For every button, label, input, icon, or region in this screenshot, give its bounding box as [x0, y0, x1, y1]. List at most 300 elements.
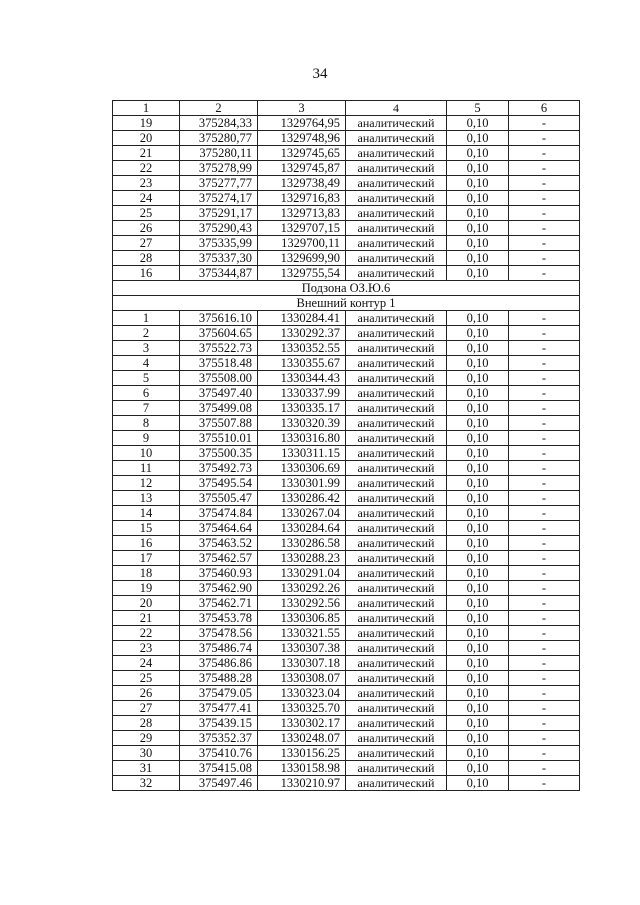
cell-col4: аналитический: [346, 386, 447, 401]
cell-col1: 8: [113, 416, 180, 431]
cell-col5: 0,10: [447, 311, 509, 326]
cell-col5: 0,10: [447, 491, 509, 506]
cell-col1: 27: [113, 236, 180, 251]
cell-col4: аналитический: [346, 536, 447, 551]
cell-col1: 9: [113, 431, 180, 446]
cell-col4: аналитический: [346, 461, 447, 476]
cell-col1: 15: [113, 521, 180, 536]
cell-col6: -: [509, 746, 580, 761]
table-row: [113, 656, 580, 671]
cell-col5: 0,10: [447, 461, 509, 476]
cell-col5: 0,10: [447, 626, 509, 641]
cell-col5: 0,10: [447, 236, 509, 251]
cell-col5: 0,10: [447, 671, 509, 686]
table-row: [113, 671, 580, 686]
cell-col4: аналитический: [346, 491, 447, 506]
cell-col6: -: [509, 371, 580, 386]
cell-col5: 0,10: [447, 356, 509, 371]
cell-col2: 375462.71: [180, 596, 258, 611]
table-row: [113, 326, 580, 341]
cell-col5: 0,10: [447, 656, 509, 671]
cell-col1: 25: [113, 206, 180, 221]
cell-col3: 3: [258, 101, 346, 116]
cell-col6: -: [509, 581, 580, 596]
cell-col2: 375508.00: [180, 371, 258, 386]
cell-col2: 375499.08: [180, 401, 258, 416]
cell-col1: 10: [113, 446, 180, 461]
cell-col5: 0,10: [447, 566, 509, 581]
cell-col3: 1330325.70: [258, 701, 346, 716]
cell-col2: 375616.10: [180, 311, 258, 326]
cell-col5: 0,10: [447, 446, 509, 461]
table-row: [113, 431, 580, 446]
cell-col6: -: [509, 776, 580, 791]
cell-col1: 13: [113, 491, 180, 506]
cell-col3: 1329699,90: [258, 251, 346, 266]
section-title-row: [113, 281, 580, 296]
cell-col2: 375507.88: [180, 416, 258, 431]
cell-col1: 11: [113, 461, 180, 476]
cell-col1: 18: [113, 566, 180, 581]
cell-col6: -: [509, 266, 580, 281]
cell-col6: -: [509, 161, 580, 176]
cell-col4: аналитический: [346, 761, 447, 776]
cell-col4: аналитический: [346, 236, 447, 251]
cell-col2: 375278,99: [180, 161, 258, 176]
cell-col3: 1329755,54: [258, 266, 346, 281]
table-row: [113, 641, 580, 656]
cell-col3: 1330307.18: [258, 656, 346, 671]
cell-col4: аналитический: [346, 341, 447, 356]
cell-col3: 1330292.56: [258, 596, 346, 611]
cell-col5: 0,10: [447, 221, 509, 236]
cell-col5: 0,10: [447, 581, 509, 596]
table-row: [113, 686, 580, 701]
cell-col4: аналитический: [346, 731, 447, 746]
table-row: [113, 731, 580, 746]
cell-col1: 26: [113, 221, 180, 236]
cell-col4: аналитический: [346, 116, 447, 131]
table-row: [113, 746, 580, 761]
cell-col2: 375604.65: [180, 326, 258, 341]
cell-col2: 375492.73: [180, 461, 258, 476]
cell-col6: -: [509, 431, 580, 446]
cell-col2: 375518.48: [180, 356, 258, 371]
table-row: [113, 236, 580, 251]
subsection-title-row: [113, 296, 580, 311]
cell-col3: 1330284.64: [258, 521, 346, 536]
cell-col1: 7: [113, 401, 180, 416]
cell-col3: 1329745,65: [258, 146, 346, 161]
table-row: [113, 146, 580, 161]
cell-col6: -: [509, 221, 580, 236]
cell-col2: 375335,99: [180, 236, 258, 251]
cell-col2: 375439.15: [180, 716, 258, 731]
cell-col6: -: [509, 536, 580, 551]
cell-col5: 0,10: [447, 341, 509, 356]
cell-col3: 1330320.39: [258, 416, 346, 431]
table-row: [113, 506, 580, 521]
cell-col2: 375497.40: [180, 386, 258, 401]
cell-col1: 23: [113, 641, 180, 656]
cell-col4: аналитический: [346, 476, 447, 491]
cell-col3: 1330286.58: [258, 536, 346, 551]
cell-col2: 375344,87: [180, 266, 258, 281]
cell-col4: аналитический: [346, 656, 447, 671]
cell-col5: 0,10: [447, 716, 509, 731]
cell-col1: 27: [113, 701, 180, 716]
table-row: [113, 206, 580, 221]
table-row: [113, 311, 580, 326]
cell-col2: 375510.01: [180, 431, 258, 446]
cell-col3: 1330352.55: [258, 341, 346, 356]
cell-col3: 1329764,95: [258, 116, 346, 131]
cell-col3: 1330344.43: [258, 371, 346, 386]
cell-col5: 0,10: [447, 521, 509, 536]
cell-col4: аналитический: [346, 146, 447, 161]
cell-col5: 0,10: [447, 506, 509, 521]
section-title-row-text: Подзона ОЗ.Ю.6: [113, 281, 580, 296]
cell-col1: 3: [113, 341, 180, 356]
cell-col1: 22: [113, 626, 180, 641]
cell-col1: 22: [113, 161, 180, 176]
cell-col3: 1329713,83: [258, 206, 346, 221]
cell-col5: 0,10: [447, 146, 509, 161]
table-row: [113, 251, 580, 266]
table-row: [113, 386, 580, 401]
cell-col6: -: [509, 566, 580, 581]
cell-col1: 19: [113, 116, 180, 131]
cell-col6: -: [509, 386, 580, 401]
cell-col2: 375352.37: [180, 731, 258, 746]
table-header-row: [113, 101, 580, 116]
table-row: [113, 401, 580, 416]
cell-col6: -: [509, 716, 580, 731]
cell-col1: 20: [113, 596, 180, 611]
table-row: [113, 131, 580, 146]
table-row: [113, 176, 580, 191]
cell-col1: 2: [113, 326, 180, 341]
cell-col1: 28: [113, 716, 180, 731]
cell-col5: 0,10: [447, 326, 509, 341]
table-row: [113, 446, 580, 461]
cell-col2: 375486.74: [180, 641, 258, 656]
cell-col6: -: [509, 551, 580, 566]
cell-col1: 16: [113, 536, 180, 551]
cell-col3: 1330308.07: [258, 671, 346, 686]
cell-col5: 0,10: [447, 386, 509, 401]
cell-col3: 1329748,96: [258, 131, 346, 146]
cell-col6: -: [509, 701, 580, 716]
cell-col1: 28: [113, 251, 180, 266]
cell-col3: 1330286.42: [258, 491, 346, 506]
cell-col6: -: [509, 311, 580, 326]
cell-col6: -: [509, 611, 580, 626]
cell-col5: 0,10: [447, 116, 509, 131]
table-row: [113, 551, 580, 566]
cell-col2: 375474.84: [180, 506, 258, 521]
cell-col2: 375280,77: [180, 131, 258, 146]
cell-col5: 0,10: [447, 551, 509, 566]
cell-col5: 0,10: [447, 401, 509, 416]
cell-col4: аналитический: [346, 326, 447, 341]
cell-col3: 1330288.23: [258, 551, 346, 566]
cell-col5: 0,10: [447, 761, 509, 776]
cell-col5: 0,10: [447, 596, 509, 611]
cell-col5: 5: [447, 101, 509, 116]
cell-col2: 2: [180, 101, 258, 116]
cell-col3: 1330210.97: [258, 776, 346, 791]
cell-col3: 1329700,11: [258, 236, 346, 251]
cell-col5: 0,10: [447, 476, 509, 491]
table-row: [113, 701, 580, 716]
subsection-title-row-text: Внешний контур 1: [113, 296, 580, 311]
cell-col3: 1330337.99: [258, 386, 346, 401]
cell-col5: 0,10: [447, 131, 509, 146]
cell-col5: 0,10: [447, 251, 509, 266]
cell-col4: аналитический: [346, 401, 447, 416]
table-row: [113, 476, 580, 491]
table-row: [113, 611, 580, 626]
cell-col4: аналитический: [346, 581, 447, 596]
cell-col6: -: [509, 416, 580, 431]
table-row: [113, 221, 580, 236]
cell-col2: 375477.41: [180, 701, 258, 716]
table-row: [113, 581, 580, 596]
table-row: [113, 116, 580, 131]
cell-col1: 31: [113, 761, 180, 776]
table-row: [113, 761, 580, 776]
cell-col4: аналитический: [346, 311, 447, 326]
cell-col2: 375478.56: [180, 626, 258, 641]
cell-col2: 375415.08: [180, 761, 258, 776]
cell-col6: -: [509, 116, 580, 131]
cell-col3: 1330267.04: [258, 506, 346, 521]
cell-col6: -: [509, 251, 580, 266]
cell-col6: -: [509, 731, 580, 746]
cell-col2: 375463.52: [180, 536, 258, 551]
cell-col5: 0,10: [447, 191, 509, 206]
cell-col4: аналитический: [346, 716, 447, 731]
cell-col4: аналитический: [346, 611, 447, 626]
cell-col6: -: [509, 686, 580, 701]
table-row: [113, 626, 580, 641]
cell-col2: 375410.76: [180, 746, 258, 761]
cell-col6: -: [509, 131, 580, 146]
cell-col4: аналитический: [346, 746, 447, 761]
cell-col1: 23: [113, 176, 180, 191]
cell-col3: 1330311.15: [258, 446, 346, 461]
table-row: [113, 371, 580, 386]
cell-col1: 24: [113, 191, 180, 206]
cell-col1: 26: [113, 686, 180, 701]
table-row: [113, 161, 580, 176]
cell-col3: 1330284.41: [258, 311, 346, 326]
cell-col4: аналитический: [346, 551, 447, 566]
table-row: [113, 566, 580, 581]
cell-col5: 0,10: [447, 176, 509, 191]
cell-col3: 1329707,15: [258, 221, 346, 236]
table-row: [113, 356, 580, 371]
cell-col3: 1330302.17: [258, 716, 346, 731]
cell-col1: 21: [113, 146, 180, 161]
cell-col1: 24: [113, 656, 180, 671]
table-row: [113, 416, 580, 431]
cell-col1: 16: [113, 266, 180, 281]
cell-col4: аналитический: [346, 596, 447, 611]
cell-col4: аналитический: [346, 251, 447, 266]
cell-col6: -: [509, 236, 580, 251]
cell-col1: 12: [113, 476, 180, 491]
table-row: [113, 341, 580, 356]
table-row: [113, 266, 580, 281]
cell-col2: 375291,17: [180, 206, 258, 221]
cell-col2: 375462.90: [180, 581, 258, 596]
cell-col1: 14: [113, 506, 180, 521]
cell-col5: 0,10: [447, 416, 509, 431]
cell-col1: 6: [113, 386, 180, 401]
cell-col5: 0,10: [447, 776, 509, 791]
cell-col4: аналитический: [346, 266, 447, 281]
cell-col1: 30: [113, 746, 180, 761]
cell-col2: 375522.73: [180, 341, 258, 356]
cell-col1: 4: [113, 356, 180, 371]
cell-col4: аналитический: [346, 686, 447, 701]
cell-col6: -: [509, 461, 580, 476]
table-row: [113, 716, 580, 731]
cell-col3: 1329716,83: [258, 191, 346, 206]
cell-col6: -: [509, 326, 580, 341]
cell-col4: аналитический: [346, 221, 447, 236]
table-row: [113, 521, 580, 536]
table-row: [113, 536, 580, 551]
table-row: [113, 596, 580, 611]
cell-col2: 375488.28: [180, 671, 258, 686]
cell-col4: аналитический: [346, 131, 447, 146]
cell-col1: 20: [113, 131, 180, 146]
cell-col2: 375277,77: [180, 176, 258, 191]
cell-col5: 0,10: [447, 206, 509, 221]
table-row: [113, 776, 580, 791]
cell-col4: аналитический: [346, 371, 447, 386]
cell-col6: -: [509, 206, 580, 221]
cell-col6: -: [509, 656, 580, 671]
cell-col6: -: [509, 191, 580, 206]
cell-col2: 375479.05: [180, 686, 258, 701]
cell-col6: -: [509, 146, 580, 161]
cell-col4: аналитический: [346, 161, 447, 176]
cell-col6: -: [509, 641, 580, 656]
cell-col6: 6: [509, 101, 580, 116]
cell-col3: 1329745,87: [258, 161, 346, 176]
cell-col2: 375280,11: [180, 146, 258, 161]
cell-col1: 17: [113, 551, 180, 566]
cell-col6: -: [509, 176, 580, 191]
cell-col5: 0,10: [447, 731, 509, 746]
cell-col3: 1329738,49: [258, 176, 346, 191]
coordinates-table: [112, 100, 580, 791]
cell-col1: 1: [113, 311, 180, 326]
cell-col3: 1330301.99: [258, 476, 346, 491]
table-row: [113, 461, 580, 476]
cell-col2: 375462.57: [180, 551, 258, 566]
cell-col3: 1330248.07: [258, 731, 346, 746]
cell-col5: 0,10: [447, 536, 509, 551]
cell-col6: -: [509, 341, 580, 356]
cell-col1: 1: [113, 101, 180, 116]
cell-col3: 1330292.37: [258, 326, 346, 341]
cell-col6: -: [509, 356, 580, 371]
cell-col2: 375453.78: [180, 611, 258, 626]
cell-col6: -: [509, 626, 580, 641]
cell-col2: 375486.86: [180, 656, 258, 671]
cell-col4: аналитический: [346, 191, 447, 206]
cell-col4: аналитический: [346, 416, 447, 431]
cell-col4: аналитический: [346, 431, 447, 446]
cell-col4: аналитический: [346, 641, 447, 656]
cell-col2: 375284,33: [180, 116, 258, 131]
cell-col6: -: [509, 761, 580, 776]
cell-col2: 375464.64: [180, 521, 258, 536]
cell-col2: 375500.35: [180, 446, 258, 461]
cell-col3: 1330306.85: [258, 611, 346, 626]
cell-col4: аналитический: [346, 206, 447, 221]
cell-col4: аналитический: [346, 356, 447, 371]
cell-col2: 375495.54: [180, 476, 258, 491]
cell-col3: 1330291.04: [258, 566, 346, 581]
cell-col5: 0,10: [447, 686, 509, 701]
cell-col4: аналитический: [346, 566, 447, 581]
cell-col3: 1330316.80: [258, 431, 346, 446]
cell-col2: 375290,43: [180, 221, 258, 236]
cell-col1: 21: [113, 611, 180, 626]
cell-col2: 375497.46: [180, 776, 258, 791]
table-row: [113, 491, 580, 506]
cell-col5: 0,10: [447, 161, 509, 176]
cell-col4: аналитический: [346, 671, 447, 686]
table-row: [113, 191, 580, 206]
cell-col2: 375274,17: [180, 191, 258, 206]
cell-col4: аналитический: [346, 521, 447, 536]
cell-col4: аналитический: [346, 776, 447, 791]
page-number: 34: [312, 66, 328, 82]
cell-col2: 375460.93: [180, 566, 258, 581]
cell-col5: 0,10: [447, 266, 509, 281]
cell-col1: 25: [113, 671, 180, 686]
cell-col3: 1330156.25: [258, 746, 346, 761]
cell-col3: 1330158.98: [258, 761, 346, 776]
cell-col1: 19: [113, 581, 180, 596]
cell-col6: -: [509, 401, 580, 416]
cell-col4: аналитический: [346, 446, 447, 461]
cell-col5: 0,10: [447, 611, 509, 626]
cell-col3: 1330355.67: [258, 356, 346, 371]
cell-col4: аналитический: [346, 176, 447, 191]
cell-col1: 29: [113, 731, 180, 746]
cell-col3: 1330306.69: [258, 461, 346, 476]
cell-col4: аналитический: [346, 506, 447, 521]
cell-col6: -: [509, 506, 580, 521]
cell-col5: 0,10: [447, 641, 509, 656]
cell-col5: 0,10: [447, 371, 509, 386]
cell-col1: 32: [113, 776, 180, 791]
cell-col6: -: [509, 671, 580, 686]
cell-col4: аналитический: [346, 626, 447, 641]
cell-col2: 375505.47: [180, 491, 258, 506]
cell-col6: -: [509, 446, 580, 461]
cell-col5: 0,10: [447, 701, 509, 716]
cell-col3: 1330292.26: [258, 581, 346, 596]
